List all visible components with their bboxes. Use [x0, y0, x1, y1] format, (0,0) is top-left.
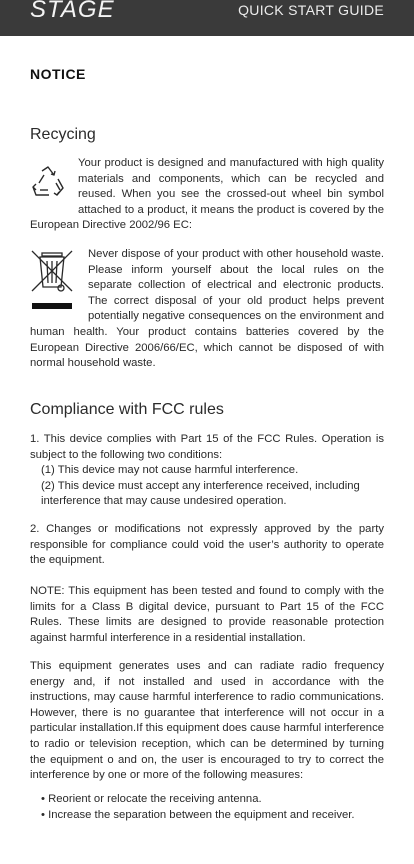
recycle-icon	[30, 156, 78, 216]
recycling-paragraph-2	[30, 247, 384, 372]
fcc-heading: Compliance with FCC rules	[30, 401, 224, 418]
fcc-condition-2: (2) This device must accept any interference received, including interference that may cause undesired operation.	[41, 479, 360, 508]
brand-logo: STAGE	[30, 0, 115, 23]
fcc-paragraph: This equipment generates uses and can radiate radio frequency energy and, if not installed and used in accordance with the instructions, may cause harmful interference to radio communications. However, there is no guarantee that interference will not occur in a particular installation.If this equipment does cause harmful interference to radio or television reception, which can be determined by turning the equipment o and on, the user is encouraged to try to correct the interference by one or more of the following measures:	[30, 660, 384, 782]
recycling-paragraph-2-text: Never dispose of your product with other household waste. Please inform yourself about the local rules on the separate collection of electrical and electronic products. The correct disposal of your old product helps prevent potentially negative consequences on the environment and human health. Your product contains batteries covered by the European Directive 2006/66/EC, which cannot be disposed of with normal household waste.	[30, 248, 384, 370]
recycling-paragraph-1	[30, 156, 384, 234]
fcc-measure-2: • Increase the separation between the equipment and receiver.	[41, 808, 355, 821]
recycling-heading: Recycing	[30, 126, 96, 143]
fcc-conditions-list	[30, 463, 384, 510]
notice-title: NOTICE	[30, 66, 86, 82]
page-header	[0, 0, 414, 36]
crossed-out-wheel-bin-icon	[30, 247, 88, 311]
fcc-note: NOTE: This equipment has been tested and found to comply with the limits for a Class B digital device, pursuant to Part 15 of the FCC Rules. These limits are designed to provide reasonable protection against harmful interference in a residential installation.	[30, 585, 384, 644]
guide-title: QUICK START GUIDE	[238, 2, 384, 18]
recycling-paragraph-1-text: Your product is designed and manufactured with high quality materials and components, which can be recycled and reused. When you see the crossed-out wheel bin symbol attached to a product, it means the product is covered by the European Directive 2002/96 EC:	[30, 157, 384, 232]
fcc-item-2: 2. Changes or modifications not expressly approved by the party responsible for compliance could void the user’s authority to operate the equipment.	[30, 523, 384, 567]
fcc-measure-1: • Reorient or relocate the receiving antenna.	[41, 793, 262, 805]
fcc-condition-1: (1) This device may not cause harmful interference.	[41, 464, 299, 476]
fcc-measures-list	[30, 792, 384, 823]
fcc-item-1: 1. This device complies with Part 15 of the FCC Rules. Operation is subject to the following two conditions:	[30, 433, 384, 461]
